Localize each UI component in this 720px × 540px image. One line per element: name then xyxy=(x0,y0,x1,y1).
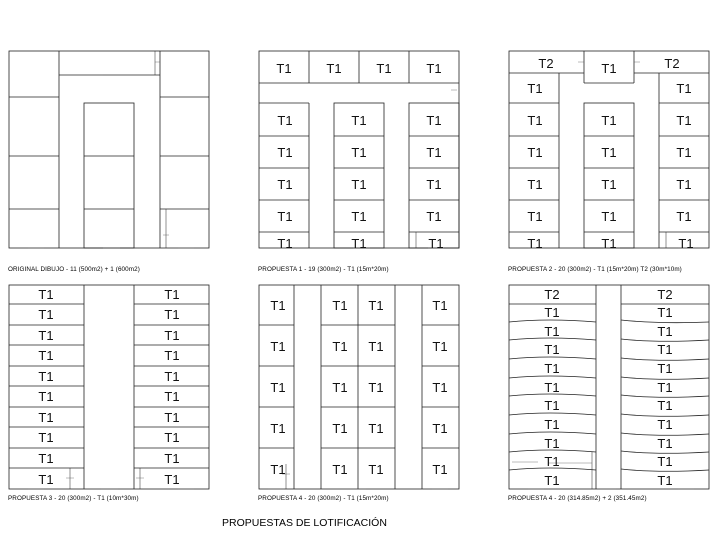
lot-label: T1 xyxy=(544,380,560,395)
lot-label: T1 xyxy=(601,145,617,160)
lot-label: T1 xyxy=(276,61,292,76)
lot-label: T1 xyxy=(38,472,54,487)
lot-label: T1 xyxy=(38,451,54,466)
lot-label: T1 xyxy=(527,113,543,128)
lot-labels xyxy=(544,287,672,488)
panel-propuesta-3 xyxy=(8,284,213,509)
lot-label: T1 xyxy=(332,298,348,313)
lot-label: T1 xyxy=(368,380,384,395)
lot-label: T1 xyxy=(38,287,54,302)
dimension-marks xyxy=(28,62,194,248)
plan-lines xyxy=(9,51,209,248)
lot-label: T1 xyxy=(368,339,384,354)
lot-label: T1 xyxy=(38,348,54,363)
lot-label: T1 xyxy=(601,177,617,192)
lot-label: T1 xyxy=(332,421,348,436)
lot-labels xyxy=(276,61,443,251)
lot-label: T1 xyxy=(351,236,367,251)
lot-label: T1 xyxy=(544,342,560,357)
lot-label: T1 xyxy=(164,472,180,487)
lot-label: T1 xyxy=(676,81,692,96)
lot-labels xyxy=(527,56,693,251)
lot-label: T1 xyxy=(676,145,692,160)
lot-label: T1 xyxy=(277,145,293,160)
lot-label: T1 xyxy=(426,209,442,224)
lot-label: T1 xyxy=(601,61,617,76)
lot-label: T1 xyxy=(270,421,286,436)
panel-original xyxy=(8,50,213,280)
lot-label: T1 xyxy=(426,145,442,160)
lot-label: T1 xyxy=(544,473,560,488)
lot-label: T1 xyxy=(277,113,293,128)
lot-label: T1 xyxy=(277,177,293,192)
lot-label: T1 xyxy=(164,389,180,404)
lot-label: T1 xyxy=(432,380,448,395)
lot-label: T1 xyxy=(270,380,286,395)
lot-label: T1 xyxy=(270,339,286,354)
lot-label: T2 xyxy=(657,287,673,302)
lot-label: T1 xyxy=(676,209,692,224)
lot-label: T1 xyxy=(678,236,694,251)
lot-label: T2 xyxy=(538,56,554,71)
panel-propuesta-4b xyxy=(508,284,713,509)
plan-lines xyxy=(509,285,709,489)
lot-label: T1 xyxy=(676,113,692,128)
lot-label: T1 xyxy=(164,369,180,384)
lot-label: T1 xyxy=(432,298,448,313)
panel-propuesta-2 xyxy=(508,50,713,280)
lot-label: T1 xyxy=(332,462,348,477)
lot-label: T1 xyxy=(368,421,384,436)
lot-label: T1 xyxy=(277,209,293,224)
lot-label: T1 xyxy=(38,430,54,445)
plan-propuesta-3 xyxy=(8,284,213,494)
lot-label: T1 xyxy=(544,324,560,339)
lot-label: T1 xyxy=(432,339,448,354)
lot-label: T1 xyxy=(351,209,367,224)
lot-label: T2 xyxy=(664,56,680,71)
lot-label: T1 xyxy=(326,61,342,76)
lot-label: T1 xyxy=(270,298,286,313)
page-title: PROPUESTAS DE LOTIFICACIÓN xyxy=(222,517,387,529)
panel-caption: ORIGINAL DIBUJO - 11 (500m2) + 1 (600m2) xyxy=(8,266,140,273)
lot-label: T1 xyxy=(38,389,54,404)
lot-label: T1 xyxy=(368,462,384,477)
lot-label: T1 xyxy=(164,287,180,302)
lot-label: T1 xyxy=(164,328,180,343)
lot-label: T1 xyxy=(601,209,617,224)
plan-lines xyxy=(259,285,459,489)
lot-label: T1 xyxy=(426,177,442,192)
lot-label: T1 xyxy=(601,113,617,128)
lot-label: T1 xyxy=(657,454,673,469)
lot-label: T1 xyxy=(544,361,560,376)
lot-label: T1 xyxy=(164,348,180,363)
lot-label: T1 xyxy=(657,380,673,395)
panel-propuesta-4a xyxy=(258,284,463,509)
lot-label: T1 xyxy=(332,380,348,395)
plan-propuesta-1 xyxy=(258,50,463,265)
lot-label: T1 xyxy=(432,421,448,436)
lot-label: T1 xyxy=(544,417,560,432)
lot-label: T1 xyxy=(657,361,673,376)
panel-caption: PROPUESTA 4 - 20 (300m2) - T1 (15m*20m) xyxy=(258,495,389,502)
lot-label: T1 xyxy=(38,307,54,322)
lot-label: T2 xyxy=(544,287,560,302)
lot-label: T1 xyxy=(426,61,442,76)
lot-label: T1 xyxy=(426,113,442,128)
lot-label: T1 xyxy=(164,307,180,322)
lot-label: T1 xyxy=(432,462,448,477)
lot-label: T1 xyxy=(657,436,673,451)
plan-propuesta-4b xyxy=(508,284,713,494)
lot-label: T1 xyxy=(332,339,348,354)
lot-label: T1 xyxy=(351,113,367,128)
panel-propuesta-1 xyxy=(258,50,463,280)
plan-propuesta-2 xyxy=(508,50,713,265)
lot-label: T1 xyxy=(38,369,54,384)
panel-caption: PROPUESTA 2 - 20 (300m2) - T1 (15m*20m) T2 (30m*10m) xyxy=(508,266,682,273)
lot-label: T1 xyxy=(544,454,560,469)
lot-label: T1 xyxy=(657,473,673,488)
lot-label: T1 xyxy=(368,298,384,313)
lot-label: T1 xyxy=(351,177,367,192)
lot-label: T1 xyxy=(544,398,560,413)
lot-label: T1 xyxy=(428,236,444,251)
lot-label: T1 xyxy=(38,328,54,343)
plan-propuesta-4a xyxy=(258,284,463,494)
lot-labels xyxy=(38,287,179,487)
lot-label: T1 xyxy=(376,61,392,76)
lot-label: T1 xyxy=(164,430,180,445)
lot-label: T1 xyxy=(527,236,543,251)
lot-label: T1 xyxy=(544,305,560,320)
lot-label: T1 xyxy=(351,145,367,160)
lot-label: T1 xyxy=(164,410,180,425)
lot-label: T1 xyxy=(544,436,560,451)
panel-caption: PROPUESTA 1 - 19 (300m2) - T1 (15m*20m) xyxy=(258,266,389,273)
lot-label: T1 xyxy=(527,81,543,96)
lot-label: T1 xyxy=(270,462,286,477)
lot-label: T1 xyxy=(38,410,54,425)
lot-label: T1 xyxy=(676,177,692,192)
lot-label: T1 xyxy=(277,236,293,251)
lot-label: T1 xyxy=(657,305,673,320)
lot-label: T1 xyxy=(601,236,617,251)
lot-label: T1 xyxy=(657,417,673,432)
lot-label: T1 xyxy=(657,398,673,413)
lot-label: T1 xyxy=(657,342,673,357)
lot-label: T1 xyxy=(527,177,543,192)
lot-label: T1 xyxy=(527,145,543,160)
lot-label: T1 xyxy=(164,451,180,466)
panel-caption: PROPUESTA 4 - 20 (314.85m2) + 2 (351.45m2) xyxy=(508,495,647,502)
panel-caption: PROPUESTA 3 - 20 (300m2) - T1 (10m*30m) xyxy=(8,495,139,502)
lot-label: T1 xyxy=(527,209,543,224)
plan-original xyxy=(8,50,213,265)
lot-label: T1 xyxy=(657,324,673,339)
